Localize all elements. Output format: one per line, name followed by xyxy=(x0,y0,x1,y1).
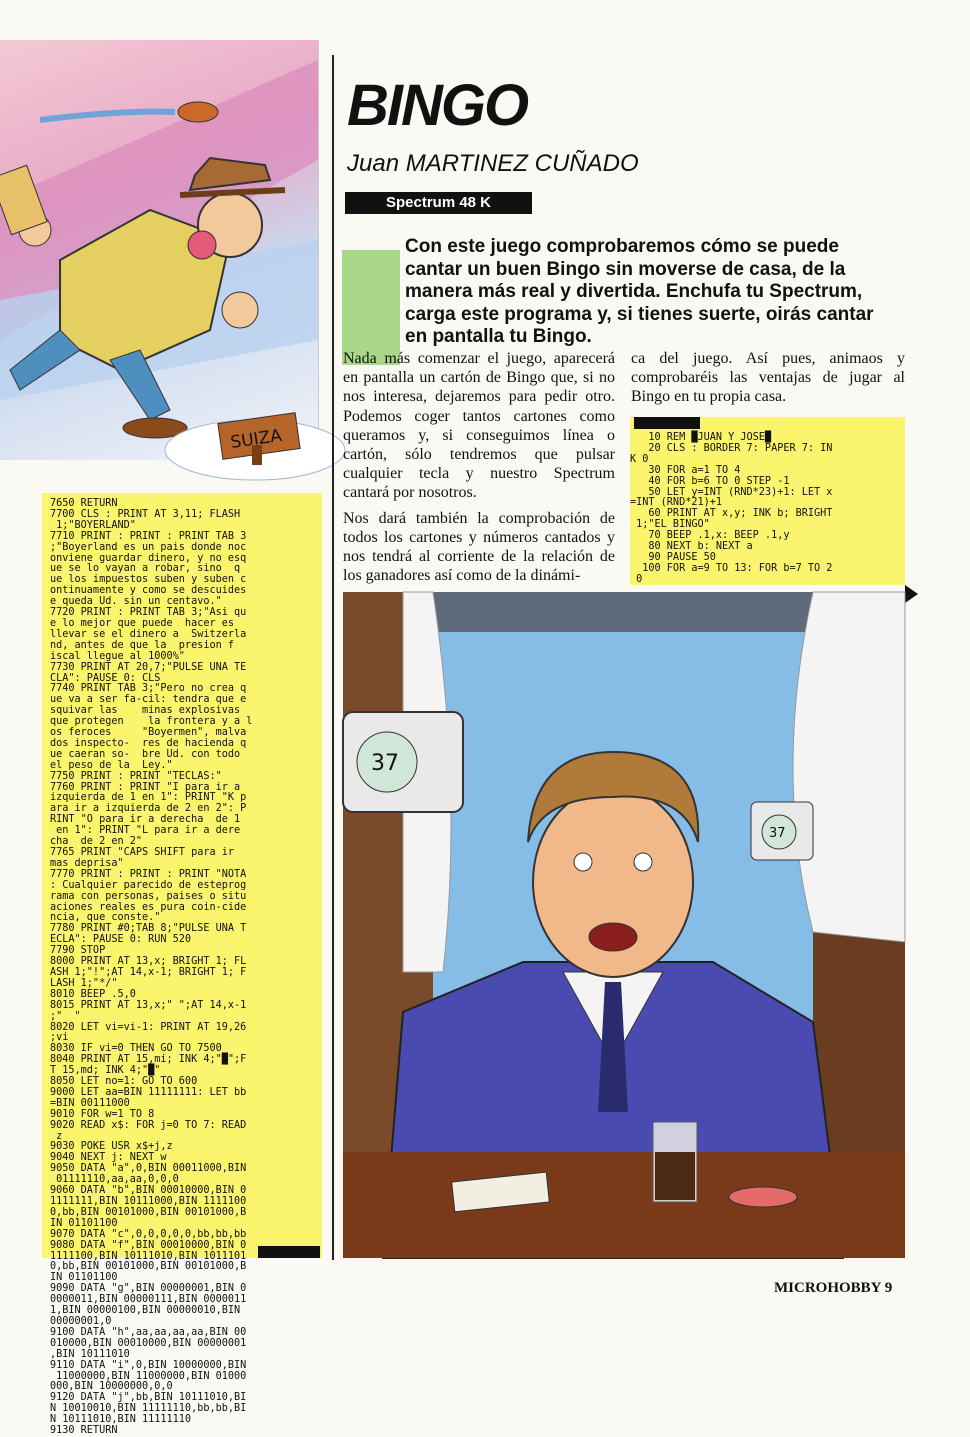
body-column-2 xyxy=(631,349,905,407)
column-divider xyxy=(332,55,334,1260)
tv-number-1: 37 xyxy=(371,751,399,776)
basic-listing-left: 7650 RETURN 7700 CLS : PRINT AT 3,11; FLASH 1;"BOYERLAND" 7710 PRINT : PRINT : PRINT TAB 3 ;"Boyerland es un pais donde noc onviene guardar dinero, y no esq ue se lo vayan a robar, sino q ue los impuestos suben y suben c ontinuamente y como se descuides e queda Ud. sin un centavo." 7720 PRINT : PRINT TAB 3;"Asi qu e lo mejor que puede hacer es llevar se el dinero a Switzerla nd, antes de que la presion f iscal llegue al 1000%" 7730 PRINT AT 20,7;"PULSE UNA TE CLA": PAUSE 0: CLS 7740 PRINT TAB 3;"Pero no crea q ue va a ser fa-cil: tendra que e squivar las minas explosivas que protegen la frontera y a l os feroces "Boyermen", malva dos inspecto- res de hacienda q ue caeran so- bre Ud. con todo el peso de la Ley." 7750 PRINT : PRINT "TECLAS:" 7760 PRINT : PRINT "I para ir a izquierda de 1 en 1": PRINT "K p ara ir a izquierda de 2 en 2": P RINT "O para ir a derecha de 1 en 1": PRINT "L para ir a dere cha de 2 en 2" 7765 PRINT "CAPS SHIFT para ir mas deprisa" 7770 PRINT : PRINT : PRINT "NOTA : Cualquier parecido de esteprog rama con personas, paises o situ aciones reales es pura coin-cide ncia, que conste." 7780 PRINT #0;TAB 8;"PULSE UNA T ECLA": PAUSE 0: RUN 520 7790 STOP 8000 PRINT AT 13,x; BRIGHT 1; FL ASH 1;"!";AT 14,x-1; BRIGHT 1; F LASH 1;"*/" 8010 BEEP .5,0 8015 PRINT AT 13,x;" ";AT 14,x-1 ;" " 8020 LET vi=vi-1: PRINT AT 19,26 ;vi 8030 IF vi=0 THEN GO TO 7500 8040 PRINT AT 15,mi; INK 4;"█";F T 15,md; INK 4;"█" 8050 LET no=1: GO TO 600 9000 LET aa=BIN 11111111: LET bb =BIN 00111000 9010 FOR w=1 TO 8 9020 READ x$: FOR j=0 TO 7: READ z 9030 POKE USR x$+j,z 9040 NEXT j: NEXT w 9050 DATA "a",0,BIN 00011000,BIN 01111110,aa,aa,0,0,0 9060 DATA "b",BIN 00010000,BIN 0 1111111,BIN 10111000,BIN 1111100 0,bb,BIN 00101000,BIN 00101000,B IN 01101100 9070 DATA "c",0,0,0,0,0,bb,bb,bb 9080 DATA "f",BIN 00010000,BIN 0 1111100,BIN 10111010,BIN 1011101 0,bb,BIN 00101000,BIN 00101000,B IN 01101100 9090 DATA "g",BIN 00000001,BIN 0 0000011,BIN 00000111,BIN 0000011 1,BIN 00000100,BIN 00000010,BIN 00000001,0 9100 DATA "h",aa,aa,aa,aa,BIN 00 010000,BIN 00010000,BIN 00000001 ,BIN 10111010 9110 DATA "i",0,BIN 10000000,BIN 11000000,BIN 11000000,BIN 01000 000,BIN 10000000,0,0 9120 DATA "j",bb,BIN 10111010,BI N 10010010,BIN 11111110,bb,bb,BI N 10111010,BIN 11111110 9130 RETURN xyxy=(42,493,322,1258)
listing-header-bar xyxy=(634,417,700,429)
body-paragraph: Nada más comenzar el juego, aparecerá en pantalla un cartón de Bingo que, si no nos interesa, dejaremos para pedir otro. Podemos coger tantos cartones como queramos y, si conseguimos línea o cartón, sólo tendremos que pulsar cualquier tecla y nuestro Spectrum cantará por nosotros. xyxy=(343,350,615,502)
article-lead: Con este juego comprobaremos cómo se puede cantar un buen Bingo sin moverse de casa, de la manera más real y divertida. Enchufa tu Spectrum, carga este programa y, si tienes suerte, oirás cantar en pantalla tu Bingo. xyxy=(405,236,874,347)
page-footer xyxy=(774,1280,892,1297)
magazine-name: MICROHOBBY xyxy=(774,1280,881,1296)
body-column-1 xyxy=(343,349,615,591)
bingo-hall-illustration xyxy=(343,592,905,1258)
basic-listing-top: 10 REM █JUAN Y JOSE█ 20 CLS : BORDER 7: PAPER 7: IN K 0 30 FOR a=1 TO 4 40 FOR b=6 TO 0 STEP -1 50 LET y=INT (RND*23)+1: LET x =INT (RND*21)+1 60 PRINT AT x,y; INK b; BRIGHT 1;"EL BINGO" 70 BEEP .1,x: BEEP .1,y 80 NEXT b: NEXT a 90 PAUSE 50 100 FOR a=9 TO 13: FOR b=7 TO 2 0 xyxy=(630,417,905,585)
sign-text: SUIZA xyxy=(229,425,284,453)
listing-footer-bar xyxy=(258,1246,320,1258)
tv-number-2: 37 xyxy=(769,826,786,841)
article-author: Juan MARTINEZ CUÑADO xyxy=(347,150,639,177)
bingo-player-drawing xyxy=(343,592,905,1258)
article-title: BINGO xyxy=(347,73,528,138)
body-paragraph: Nos dará también la comprobación de todos los cartones y números cantados y nos tendrá al corriente de la relación de los ganadores así como de la dinámi- xyxy=(343,509,615,585)
body-paragraph: ca del juego. Así pues, animaos y comprobaréis las ventajas de jugar al Bingo en tu propia casa. xyxy=(631,350,905,406)
platform-badge: Spectrum 48 K xyxy=(345,192,532,214)
page-number: 9 xyxy=(884,1280,893,1296)
continue-arrow-icon xyxy=(905,585,918,603)
cartoon-illustration-top xyxy=(0,40,319,460)
smuggler-cartoon xyxy=(0,40,318,460)
lead-accent-block xyxy=(342,250,400,365)
